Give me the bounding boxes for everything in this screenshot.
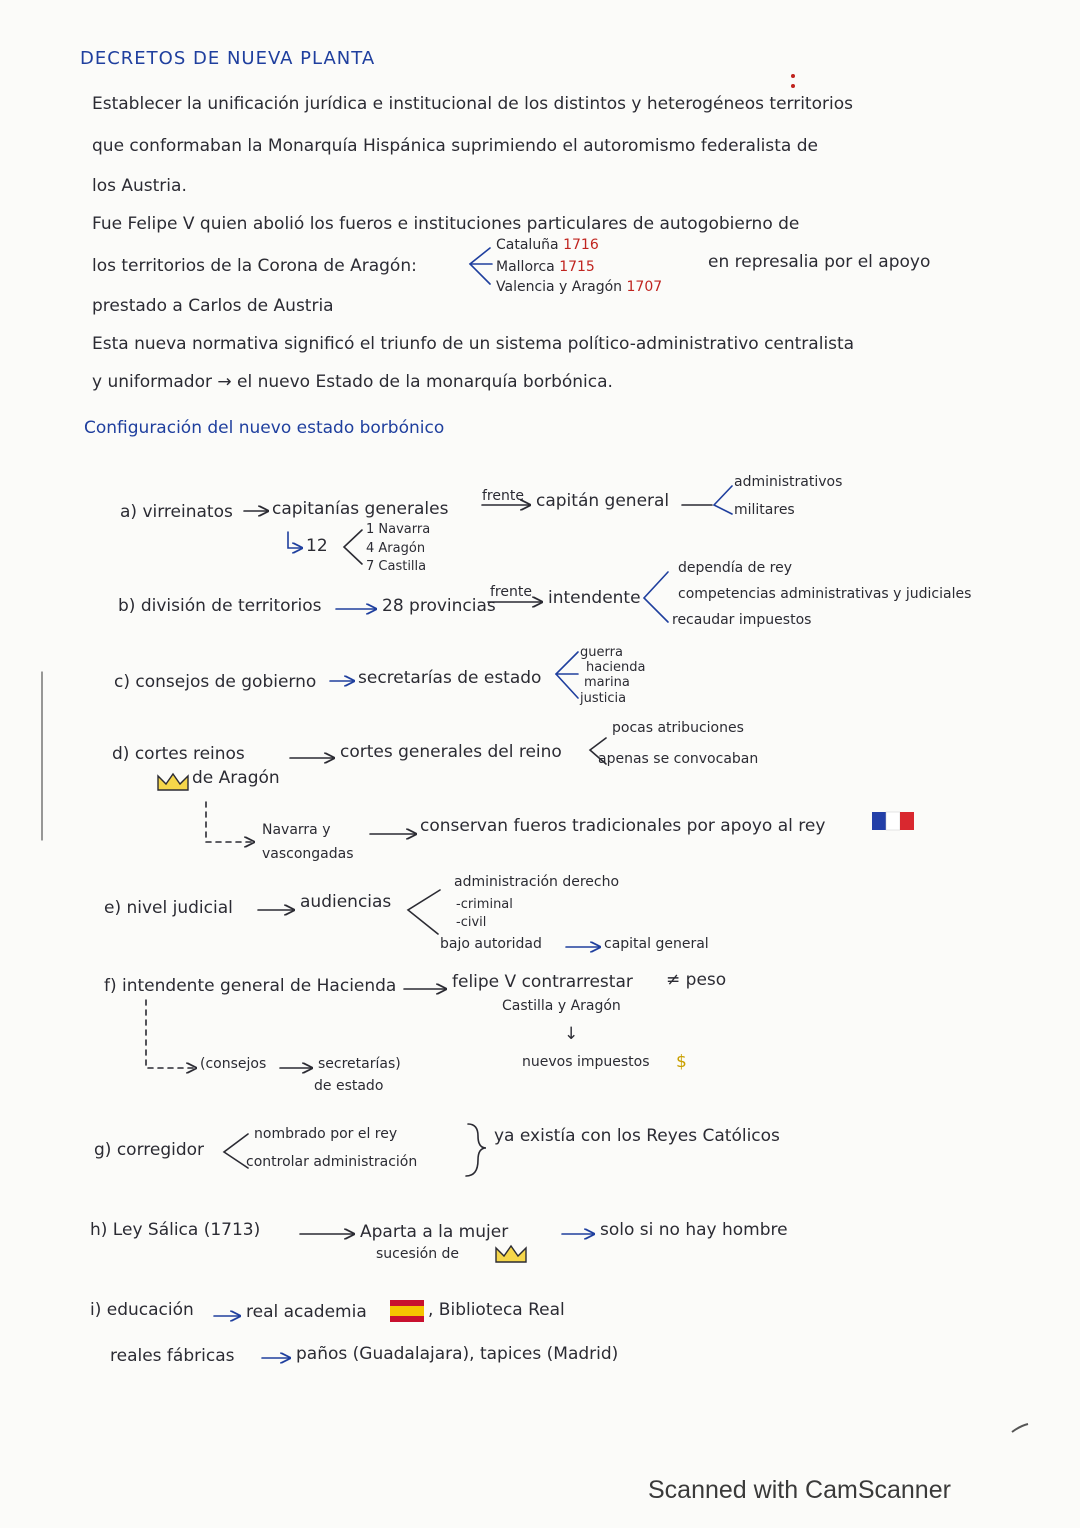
item-c-branch-1: guerra <box>580 645 623 660</box>
page-title: DECRETOS DE NUEVA PLANTA <box>80 48 376 69</box>
item-a-branch-2: militares <box>734 502 795 518</box>
bracket-a-12 <box>344 530 362 564</box>
item-f-de-estado: de estado <box>314 1078 384 1094</box>
item-a-sub-3: 7 Castilla <box>366 559 427 574</box>
arrow-a-12 <box>288 532 302 548</box>
item-f-impuestos: nuevos impuestos <box>522 1054 650 1070</box>
item-d-branch-1: pocas atribuciones <box>612 720 744 736</box>
bracket-g-left <box>224 1134 248 1168</box>
territory-name: Mallorca <box>496 259 555 275</box>
item-e-capital-general: capital general <box>604 936 709 952</box>
item-i-reales-fabricas: reales fábricas <box>110 1346 235 1366</box>
dashed-arrow-f <box>146 1000 196 1068</box>
item-h-label: h) Ley Sálica (1713) <box>90 1220 261 1240</box>
item-b-provincias: 28 provincias <box>382 596 496 616</box>
item-d-branch-2: apenas se convocaban <box>598 751 759 767</box>
territory-name: Valencia y Aragón <box>496 279 623 295</box>
item-b-branch-3: recaudar impuestos <box>672 612 812 628</box>
item-a-label: a) virreinatos <box>120 502 233 522</box>
item-d-cortes-generales: cortes generales del reino <box>340 742 562 762</box>
territory-year: 1707 <box>626 279 663 295</box>
item-g-branch-1: nombrado por el rey <box>254 1126 398 1142</box>
territory-year: 1716 <box>563 237 599 253</box>
item-c-branch-3: marina <box>584 675 630 690</box>
item-f-down-arrow: ↓ <box>564 1024 579 1044</box>
item-a-capitan-general: capitán general <box>536 491 670 511</box>
item-a-count: 12 <box>306 536 328 556</box>
territories-bracket <box>470 248 490 284</box>
bracket-g-right <box>466 1124 486 1176</box>
item-a-branch-1: administrativos <box>734 474 843 490</box>
item-b-branch-2: competencias administrativas y judiciales <box>678 586 972 602</box>
item-b-intendente: intendente <box>548 588 641 608</box>
item-a-capitanias: capitanías generales <box>272 499 449 519</box>
section-subtitle: Configuración del nuevo estado borbónico <box>84 418 445 438</box>
item-h-aparta: Aparta a la mujer <box>360 1222 509 1242</box>
dollar-icon: $ <box>676 1052 687 1072</box>
scanner-watermark: Scanned with CamScanner <box>648 1476 951 1504</box>
item-f-consejos: (consejos <box>200 1056 267 1072</box>
item-d-vascongadas: vascongadas <box>262 846 354 862</box>
france-flag-icon <box>872 812 914 830</box>
intro-line-1: Establecer la unificación jurídica e institucional de los distintos y heterogéneos territorios <box>92 94 853 114</box>
item-g-branch-2: controlar administración <box>246 1154 418 1170</box>
item-d-sub: de Aragón <box>192 768 280 788</box>
bracket-c <box>556 652 578 698</box>
item-b-label: b) división de territorios <box>118 596 322 616</box>
item-f-castilla-aragon: Castilla y Aragón <box>502 998 621 1014</box>
item-a-frente: frente <box>482 488 524 504</box>
item-e-branch-1: administración derecho <box>454 874 620 890</box>
bracket-a <box>714 486 732 514</box>
crown-icon <box>158 774 188 790</box>
item-e-branch-2: -criminal <box>456 897 513 912</box>
item-c-label: c) consejos de gobierno <box>114 672 317 692</box>
item-c-branch-4: justicia <box>580 691 627 706</box>
item-d-label: d) cortes reinos <box>112 744 245 764</box>
item-i-label: i) educación <box>90 1300 194 1320</box>
intro-line-7: Esta nueva normativa significó el triunfo de un sistema político-administrativo centralista <box>92 334 855 354</box>
bracket-d <box>590 738 606 764</box>
dashed-arrow-d <box>206 802 254 842</box>
item-d-conservan: conservan fueros tradicionales por apoyo al rey <box>420 816 826 836</box>
bracket-b <box>644 572 668 622</box>
spain-flag-icon <box>390 1300 424 1322</box>
item-g-right: ya existía con los Reyes Católicos <box>494 1126 780 1146</box>
intro-line-6: prestado a Carlos de Austria <box>92 296 334 316</box>
item-f-felipe: felipe V contrarrestar <box>452 972 633 992</box>
red-dot <box>791 74 795 78</box>
pen-mark <box>1012 1424 1028 1432</box>
item-e-label: e) nivel judicial <box>104 898 233 918</box>
item-c-branch-2: hacienda <box>586 660 646 675</box>
item-e-audiencias: audiencias <box>300 892 392 912</box>
item-h-sucesion: sucesión de <box>376 1246 460 1262</box>
territory-year: 1715 <box>559 259 595 275</box>
item-i-biblioteca: , Biblioteca Real <box>428 1300 565 1320</box>
item-c-secretarias: secretarías de estado <box>358 668 542 688</box>
intro-line-2: que conformaban la Monarquía Hispánica suprimiendo el autoromismo federalista de <box>92 136 818 156</box>
item-f-secretarias: secretarías) <box>318 1056 401 1072</box>
item-f-peso: ≠ peso <box>666 970 727 990</box>
item-h-solo: solo si no hay hombre <box>600 1220 788 1240</box>
red-dot <box>791 84 795 88</box>
item-i-real-academia: real academia <box>246 1302 367 1322</box>
intro-line-8: y uniformador → el nuevo Estado de la monarquía borbónica. <box>92 372 613 392</box>
item-d-navarra: Navarra y <box>262 822 331 838</box>
territory-name: Cataluña <box>496 237 559 253</box>
item-a-sub-2: 4 Aragón <box>366 541 426 556</box>
item-b-frente: frente <box>490 584 532 600</box>
item-b-branch-1: dependía de rey <box>678 560 792 576</box>
intro-line-5: los territorios de la Corona de Aragón: <box>92 256 417 276</box>
item-e-branch-4: bajo autoridad <box>440 936 542 952</box>
bracket-e <box>408 890 440 934</box>
intro-line-4: Fue Felipe V quien abolió los fueros e instituciones particulares de autogobierno de <box>92 214 800 234</box>
item-e-branch-3: -civil <box>456 915 487 930</box>
item-g-label: g) corregidor <box>94 1140 205 1160</box>
item-a-sub-1: 1 Navarra <box>366 522 431 537</box>
item-i-fabricas-detail: paños (Guadalajara), tapices (Madrid) <box>296 1344 619 1364</box>
intro-line-5-right: en represalia por el apoyo <box>708 252 931 272</box>
intro-line-3: los Austria. <box>92 176 187 196</box>
item-f-label: f) intendente general de Hacienda <box>104 976 397 996</box>
crown-icon <box>496 1246 526 1262</box>
